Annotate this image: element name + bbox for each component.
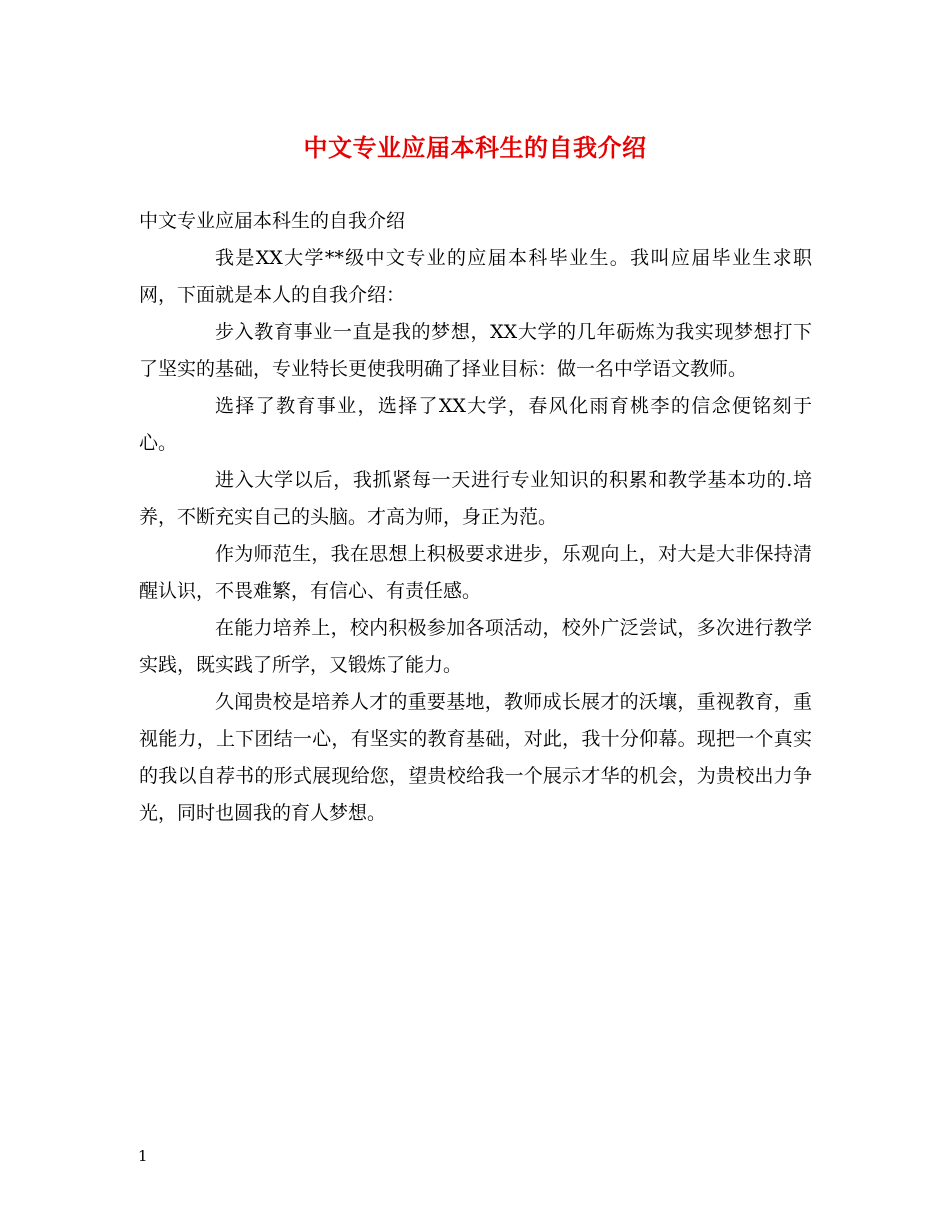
document-body: [139, 203, 812, 832]
document-subtitle: 中文专业应届本科生的自我介绍: [139, 210, 406, 232]
paragraph: 我是XX大学**级中文专业的应届本科毕业生。我叫应届毕业生求职网，下面就是本人的自我介绍：: [139, 247, 812, 306]
paragraph: 选择了教育事业，选择了XX大学，春风化雨育桃李的信念便铭刻于心。: [139, 395, 812, 454]
document-title: 中文专业应届本科生的自我介绍: [303, 133, 647, 162]
paragraph: 作为师范生，我在思想上积极要求进步，乐观向上，对大是大非保持清醒认识，不畏难繁，有信心、有责任感。: [139, 543, 812, 602]
page-number: 1: [138, 1147, 148, 1165]
paragraph: 进入大学以后，我抓紧每一天进行专业知识的积累和教学基本功的.培养，不断充实自己的头脑。才高为师，身正为范。: [139, 469, 812, 528]
paragraph: 久闻贵校是培养人才的重要基地，教师成长展才的沃壤，重视教育，重视能力，上下团结一心，有坚实的教育基础，对此，我十分仰幕。现把一个真实的我以自荐书的形式展现给您，望贵校给我一个展示才华的机会，为贵校出力争光，同时也圆我的育人梦想。: [139, 691, 812, 824]
paragraph: 在能力培养上，校内积极参加各项活动，校外广泛尝试，多次进行教学实践，既实践了所学，又锻炼了能力。: [139, 617, 812, 676]
paragraph: 步入教育事业一直是我的梦想，XX大学的几年砺炼为我实现梦想打下了坚实的基础，专业特长更使我明确了择业目标：做一名中学语文教师。: [139, 321, 812, 380]
